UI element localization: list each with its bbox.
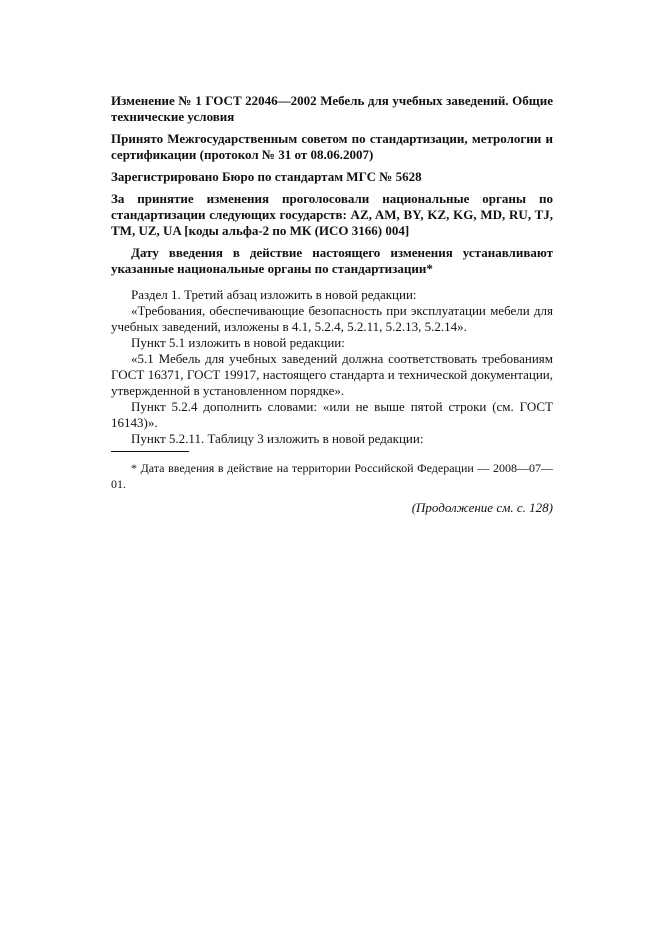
- section-1-paragraph: Раздел 1. Третий абзац изложить в новой редакции:: [131, 287, 417, 302]
- continuation-note: (Продолжение см. с. 128): [411, 500, 553, 515]
- clause-5-2-11-text: Пункт 5.2.11. Таблицу 3 изложить в новой редакции:: [131, 431, 424, 446]
- effective-date-statement: Дату введения в действие настоящего изменения устанавливают указанные национальные органы по стандартизации*: [111, 245, 553, 276]
- amendment-title: Изменение № 1 ГОСТ 22046—2002 Мебель для учебных заведений. Общие технические условия: [111, 93, 553, 124]
- clause-5-2-4-text: Пункт 5.2.4 дополнить словами: «или не выше пятой строки (см. ГОСТ 16143)».: [111, 399, 553, 430]
- clause-5-1-heading: Пункт 5.1 изложить в новой редакции:: [131, 335, 345, 350]
- voting-statement: За принятие изменения проголосовали национальные органы по стандартизации следующих государств: AZ, AM, BY, KZ, KG, MD, RU, TJ, TM, UZ, UA [коды альфа-2 по МК (ИСО 3166) 004]: [111, 191, 553, 238]
- document-page: [111, 93, 553, 516]
- adopted-statement: Принято Межгосударственным советом по стандартизации, метрологии и сертификации (протокол № 31 от 08.06.2007): [111, 131, 553, 162]
- footnote: * Дата введения в действие на территории Российской Федерации — 2008—07—01.: [111, 461, 553, 491]
- safety-requirements-paragraph: «Требования, обеспечивающие безопасность при эксплуатации мебели для учебных заведений, изложены в 4.1, 5.2.4, 5.2.11, 5.2.13, 5.2.14».: [111, 303, 553, 334]
- footnote-divider: [111, 451, 189, 452]
- registration-statement: Зарегистрировано Бюро по стандартам МГС № 5628: [111, 169, 422, 184]
- clause-5-1-text: «5.1 Мебель для учебных заведений должна соответствовать требованиям ГОСТ 16371, ГОСТ 19917, настоящего стандарта и технической документации, утвержденной в установленном порядке».: [111, 351, 553, 398]
